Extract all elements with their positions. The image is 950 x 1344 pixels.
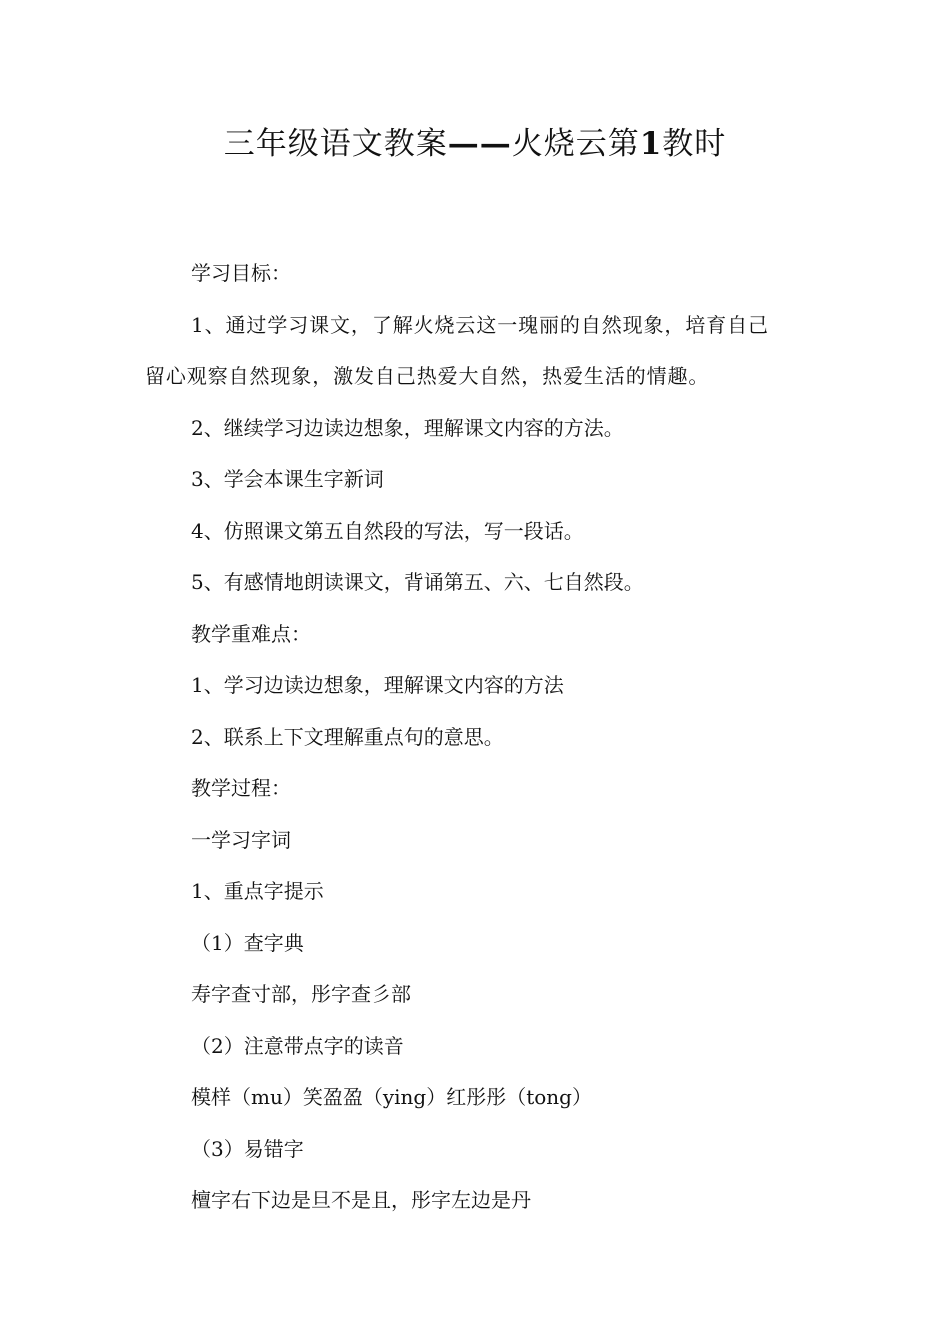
goal-4: 4、仿照课文第五自然段的写法，写一段话。 bbox=[191, 518, 584, 543]
document-body bbox=[145, 248, 813, 1227]
heading-learning-goals: 学习目标： bbox=[191, 261, 291, 285]
goal-5: 5、有感情地朗读课文，背诵第五、六、七自然段。 bbox=[191, 570, 644, 594]
goal-1-line-1: 1、通过学习课文，了解火烧云这一瑰丽的自然现象，培育自己 bbox=[191, 312, 769, 337]
title-part-1: 三年级语文教案 bbox=[223, 126, 448, 162]
heading-key-difficulties: 教学重难点： bbox=[191, 621, 311, 646]
item-error-prone: （3）易错字 bbox=[191, 1136, 304, 1161]
section-learn-words: 一学习字词 bbox=[191, 827, 291, 852]
subsection-key-characters: 1、重点字提示 bbox=[191, 879, 324, 903]
goal-1-line-2: 留心观察自然现象，激发自己热爱大自然，热爱生活的情趣。 bbox=[145, 364, 710, 388]
difficulty-1: 1、学习边读边想象，理解课文内容的方法 bbox=[191, 673, 564, 697]
item-pronunciation-detail: 模样（mu）笑盈盈（ying）红彤彤（tong） bbox=[191, 1085, 592, 1109]
item-dictionary-detail: 寿字查寸部，彤字查彡部 bbox=[191, 982, 411, 1006]
difficulty-2: 2、联系上下文理解重点句的意思。 bbox=[191, 724, 504, 749]
title-lesson-number: 1 bbox=[639, 126, 663, 162]
goal-3: 3、学会本课生字新词 bbox=[191, 467, 384, 491]
item-error-prone-detail: 檀字右下边是旦不是且，彤字左边是丹 bbox=[191, 1188, 531, 1212]
title-part-3: 教时 bbox=[662, 126, 727, 162]
heading-teaching-process: 教学过程： bbox=[191, 776, 291, 800]
title-part-2: 火烧云第 bbox=[511, 126, 640, 162]
goal-2: 2、继续学习边读边想象，理解课文内容的方法。 bbox=[191, 415, 624, 440]
title-dash: —— bbox=[447, 126, 512, 162]
document-title bbox=[0, 122, 950, 166]
item-dictionary: （1）查字典 bbox=[191, 930, 304, 955]
item-pronunciation: （2）注意带点字的读音 bbox=[191, 1033, 404, 1058]
